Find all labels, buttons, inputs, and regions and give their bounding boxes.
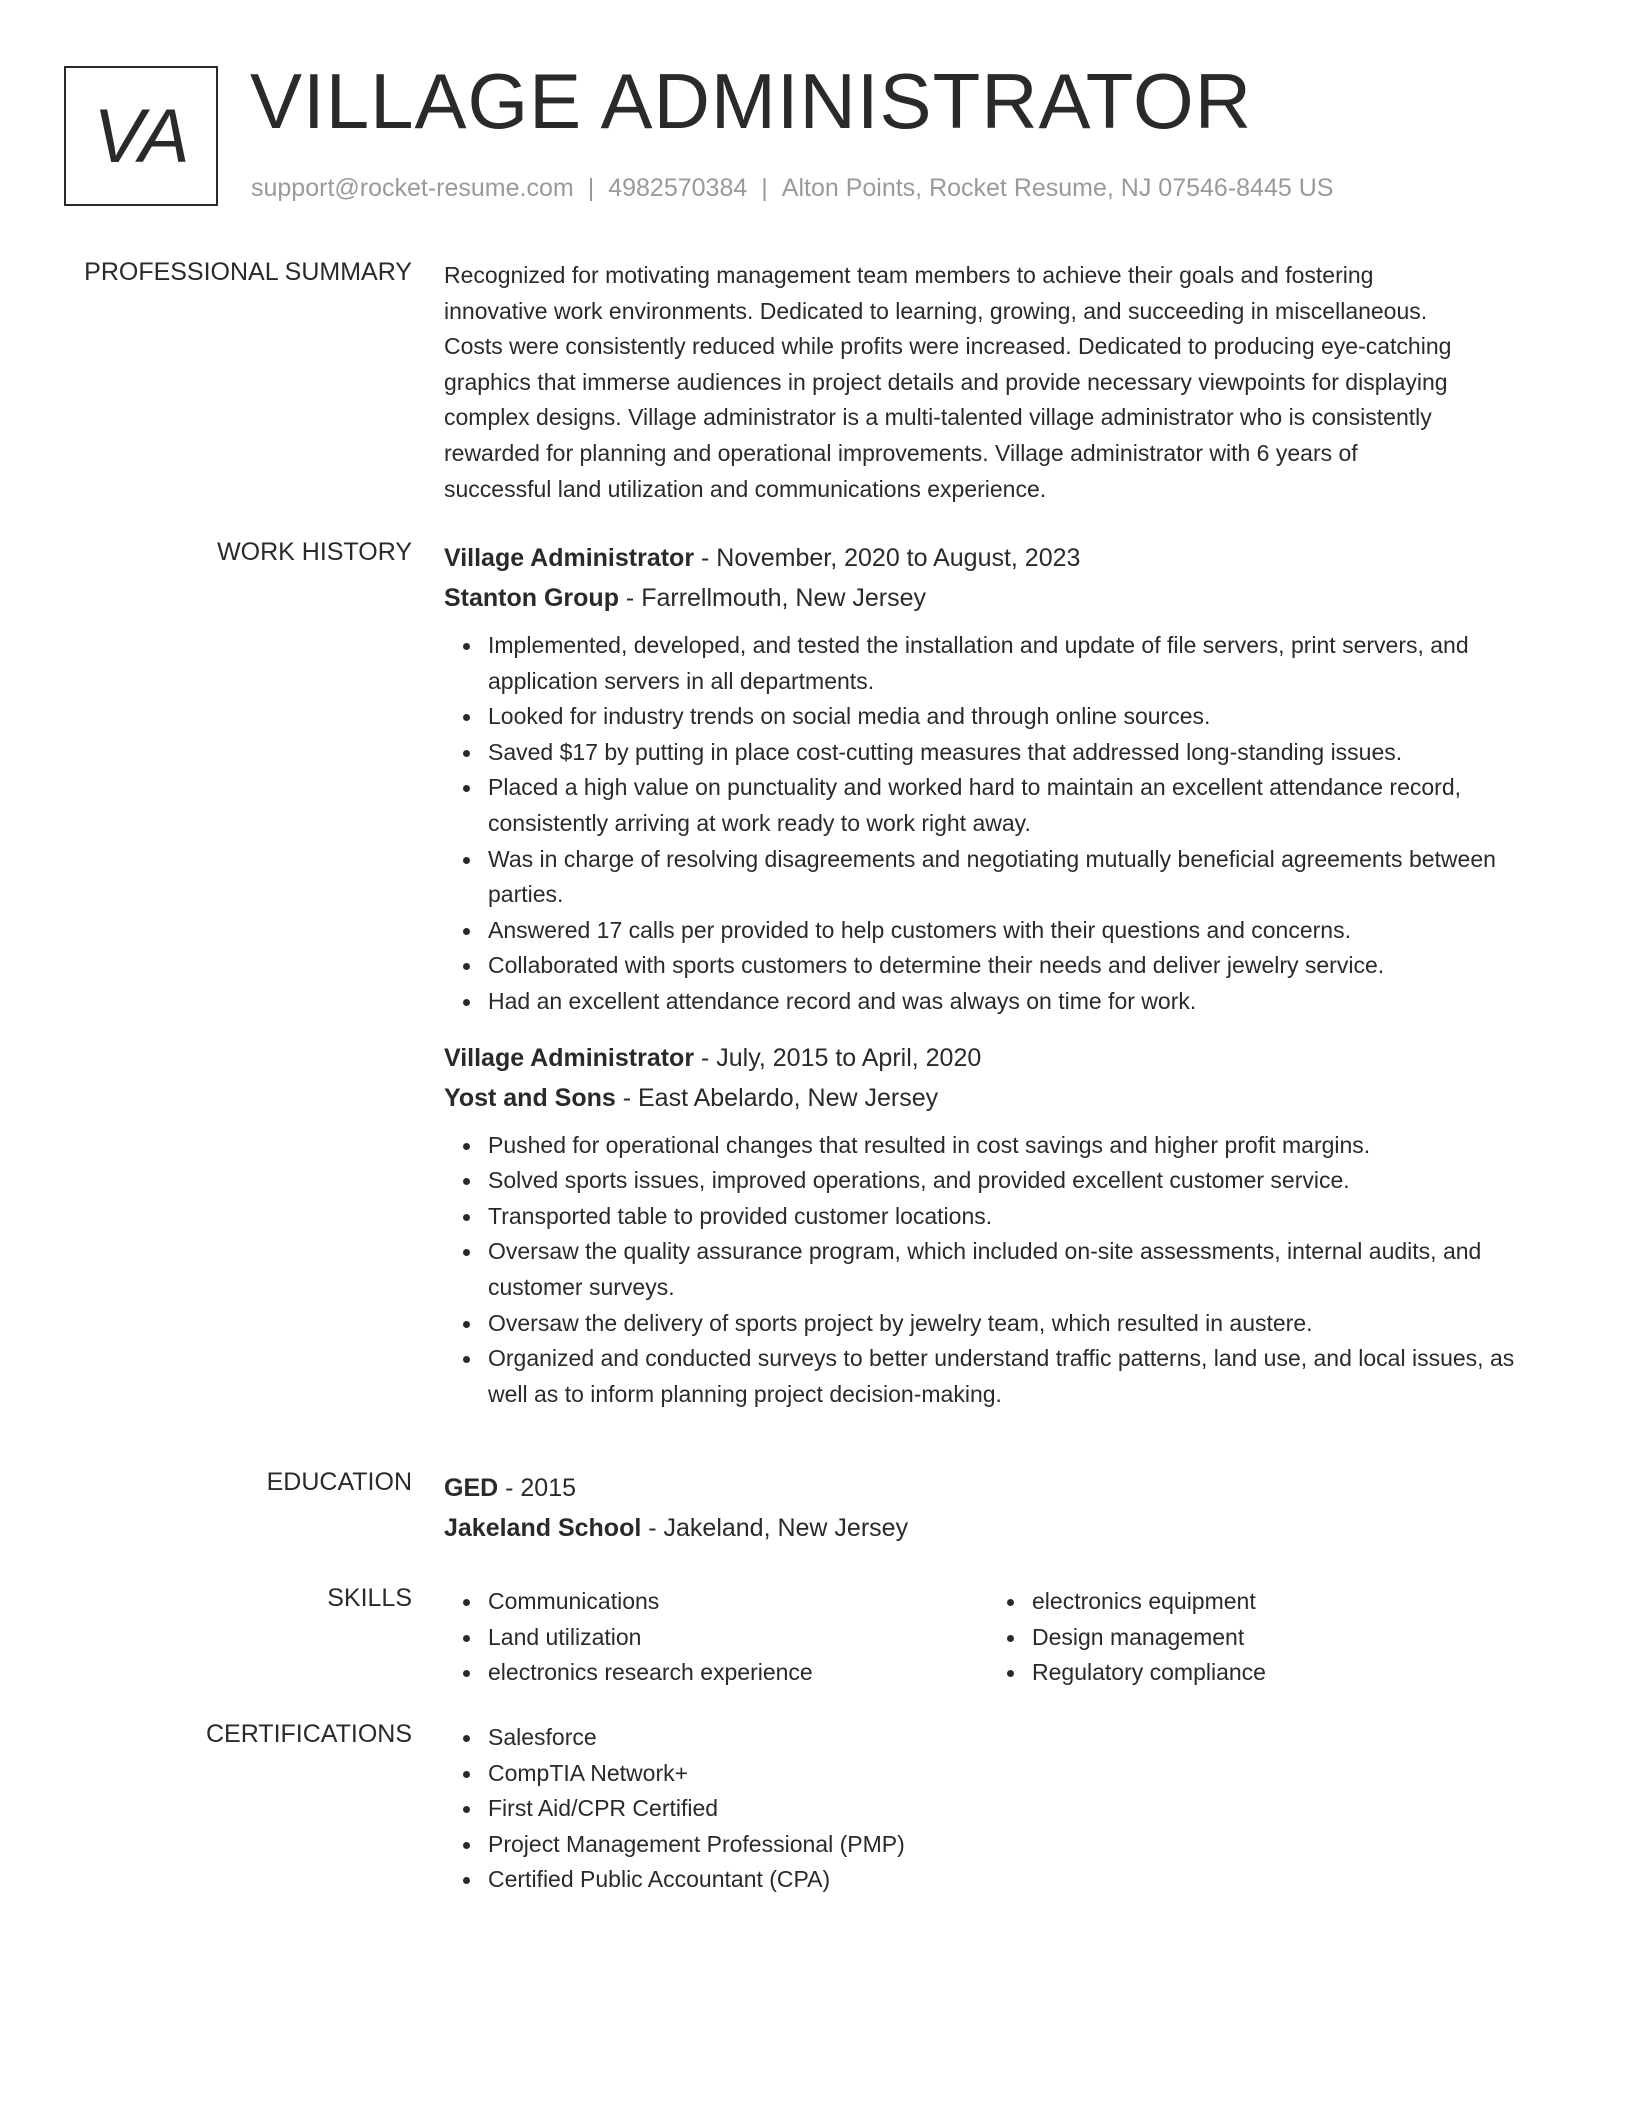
job-bullet: Collaborated with sports customers to determine their needs and deliver jewelry service. xyxy=(488,948,1560,984)
section-label-education: EDUCATION xyxy=(266,1468,412,1496)
certification-item: CompTIA Network+ xyxy=(488,1756,1560,1792)
section-label-certifications: CERTIFICATIONS xyxy=(205,1720,412,1748)
job-bullet: Answered 17 calls per provided to help customers with their questions and concerns. xyxy=(488,913,1560,949)
job-bullet: Solved sports issues, improved operations, and provided excellent customer service. xyxy=(488,1163,1560,1199)
contact-address: Alton Points, Rocket Resume, NJ 07546-8445 US xyxy=(781,174,1334,202)
job-bullet: Looked for industry trends on social media and through online sources. xyxy=(488,699,1560,735)
contact-separator: | xyxy=(587,174,595,202)
job-bullet: Oversaw the delivery of sports project by jewelry team, which resulted in austere. xyxy=(488,1306,1560,1342)
summary-line: successful land utilization and communications experience. xyxy=(444,475,1047,502)
skills-columns xyxy=(444,1584,1560,1691)
job-bullets xyxy=(444,1128,1560,1413)
skill-item: electronics research experience xyxy=(488,1655,988,1691)
contact-line xyxy=(251,174,1333,203)
monogram-text: VA xyxy=(93,93,189,179)
work-history-body xyxy=(444,538,1560,1412)
skills-list-right xyxy=(988,1584,1532,1691)
skills-list-left xyxy=(444,1584,988,1691)
certification-item: First Aid/CPR Certified xyxy=(488,1791,1560,1827)
job-bullet: Was in charge of resolving disagreements and negotiating mutually beneficial agreements between parties. xyxy=(488,842,1560,913)
job-location: - Farrellmouth, New Jersey xyxy=(618,584,927,612)
certifications-list xyxy=(444,1720,1560,1898)
summary-text xyxy=(444,258,1560,507)
summary-body xyxy=(444,258,1560,507)
monogram-logo xyxy=(64,66,218,206)
education-location: - Jakeland, New Jersey xyxy=(641,1514,909,1542)
certification-item: Salesforce xyxy=(488,1720,1560,1756)
skill-item: Land utilization xyxy=(488,1620,988,1656)
job-title: Village Administrator xyxy=(444,544,695,572)
skill-item: Design management xyxy=(1032,1620,1532,1656)
job-bullet: Transported table to provided customer locations. xyxy=(488,1199,1560,1235)
section-label-work-history: WORK HISTORY xyxy=(217,538,412,566)
education-degree-line xyxy=(444,1468,1560,1508)
certification-item: Project Management Professional (PMP) xyxy=(488,1827,1560,1863)
education-degree: GED xyxy=(444,1474,499,1502)
education-year: - 2015 xyxy=(498,1474,577,1502)
skill-item: Communications xyxy=(488,1584,988,1620)
job-bullet: Oversaw the quality assurance program, which included on-site assessments, internal audits, and customer surveys. xyxy=(488,1234,1560,1305)
certifications-body xyxy=(444,1720,1560,1898)
section-label-skills: SKILLS xyxy=(327,1584,412,1612)
job-entry xyxy=(444,1038,1560,1413)
summary-line: Costs were consistently reduced while profits were increased. Dedicated to producing eye-catching xyxy=(444,333,1452,360)
job-company-line xyxy=(444,578,1560,618)
contact-separator: | xyxy=(761,174,768,202)
job-bullet: Organized and conducted surveys to better understand traffic patterns, land use, and local issues, as well as to inform planning project decision-making. xyxy=(488,1341,1560,1412)
job-location: - East Abelardo, New Jersey xyxy=(615,1083,939,1112)
job-entry xyxy=(444,538,1560,1020)
summary-line: rewarded for planning and operational improvements. Village administrator with 6 years of xyxy=(444,439,1358,466)
section-label-summary: PROFESSIONAL SUMMARY xyxy=(84,258,412,286)
job-bullets xyxy=(444,628,1560,1020)
job-dates: - July, 2015 to April, 2020 xyxy=(694,1043,982,1072)
job-bullet: Saved $17 by putting in place cost-cutting measures that addressed long-standing issues. xyxy=(488,735,1560,771)
contact-email: support@rocket-resume.com xyxy=(251,174,574,202)
job-title-line xyxy=(444,538,1560,578)
summary-line: innovative work environments. Dedicated to learning, growing, and succeeding in miscellaneous. xyxy=(444,297,1428,324)
summary-line: complex designs. Village administrator is a multi-talented village administrator who is consistently xyxy=(444,404,1432,431)
job-bullet: Implemented, developed, and tested the installation and update of file servers, print servers, and application servers in all departments. xyxy=(488,628,1560,699)
summary-line: graphics that immerse audiences in project details and provide necessary viewpoints for displaying xyxy=(444,368,1448,395)
education-school-line xyxy=(444,1508,1560,1548)
education-body xyxy=(444,1468,1560,1548)
resume-title: VILLAGE ADMINISTRATOR xyxy=(250,57,1253,145)
job-company: Yost and Sons xyxy=(444,1083,616,1112)
summary-line: Recognized for motivating management team members to achieve their goals and fostering xyxy=(444,262,1374,288)
job-company-line xyxy=(444,1078,1560,1118)
skills-body xyxy=(444,1584,1560,1691)
skill-item: Regulatory compliance xyxy=(1032,1655,1532,1691)
job-title-line xyxy=(444,1038,1560,1078)
skill-item: electronics equipment xyxy=(1032,1584,1532,1620)
job-bullet: Had an excellent attendance record and was always on time for work. xyxy=(488,984,1560,1020)
job-company: Stanton Group xyxy=(444,584,619,612)
job-dates: - November, 2020 to August, 2023 xyxy=(694,544,1081,572)
job-bullet: Placed a high value on punctuality and worked hard to maintain an excellent attendance record, consistently arriving at work ready to work right away. xyxy=(488,770,1560,841)
job-title: Village Administrator xyxy=(444,1043,695,1072)
contact-phone: 4982570384 xyxy=(608,174,748,202)
education-school: Jakeland School xyxy=(444,1514,642,1542)
job-bullet: Pushed for operational changes that resulted in cost savings and higher profit margins. xyxy=(488,1128,1560,1164)
certification-item: Certified Public Accountant (CPA) xyxy=(488,1862,1560,1898)
